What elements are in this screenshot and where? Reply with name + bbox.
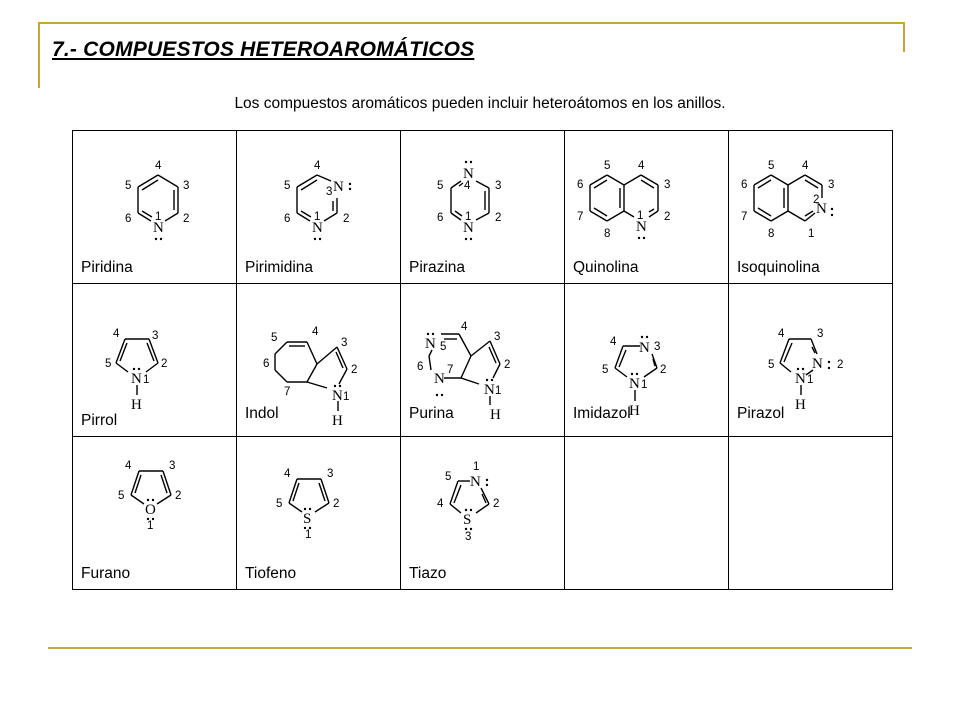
n1-atom: N (795, 371, 806, 387)
pos-label: 5 (445, 471, 452, 483)
pos-label: 4 (461, 321, 468, 333)
pos-label: 3 (465, 531, 472, 543)
pos-label: 2 (664, 211, 671, 223)
pos-label: 2 (183, 213, 190, 225)
pos-label: 4 (802, 160, 809, 172)
pos-label: 5 (125, 180, 132, 192)
pos-label: 5 (284, 180, 291, 192)
pos-label: 4 (284, 468, 291, 480)
pos-label: 1 (314, 211, 321, 223)
compounds-table (72, 130, 893, 590)
pos-label: 6 (263, 358, 270, 370)
cell-isoquinolina (729, 131, 893, 284)
pos-label: 1 (343, 391, 350, 403)
n1-atom: N (153, 220, 164, 236)
pos-label: 2 (493, 498, 500, 510)
pos-label: 5 (768, 160, 775, 172)
pos-label: 5 (604, 160, 611, 172)
pos-label: 2 (495, 212, 502, 224)
compound-name: Tiazo (409, 565, 447, 582)
h-atom: H (131, 397, 142, 413)
h-atom: H (332, 413, 343, 429)
pos-label: 4 (314, 160, 321, 172)
pos-label: 1 (143, 374, 150, 386)
pos-label: 8 (768, 228, 775, 240)
subtitle-text: Los compuestos aromáticos pueden incluir heteroátomos en los anillos. (234, 95, 726, 112)
compound-name: Pirimidina (245, 259, 314, 276)
n2-atom: N (812, 356, 823, 372)
compound-name: Isoquinolina (737, 259, 820, 276)
pos-label: 3 (494, 331, 501, 343)
empty-cell (565, 437, 729, 590)
n9-atom: N (484, 382, 495, 398)
o1-atom: O (145, 502, 156, 518)
pos-label: 4 (778, 328, 785, 340)
pos-label: 5 (105, 358, 112, 370)
pos-label: 7 (284, 386, 291, 398)
pos-label: 2 (351, 364, 358, 376)
s1-atom: S (303, 511, 312, 527)
page-title: 7.- COMPUESTOS HETEROAROMÁTICOS (52, 38, 475, 61)
pos-label: 3 (495, 180, 502, 192)
pos-label: 1 (637, 210, 644, 222)
cell-indol (237, 284, 401, 437)
cell-piridina (73, 131, 237, 284)
n3-atom: N (333, 179, 344, 195)
compound-name: Imidazol (573, 405, 631, 422)
pos-label: 2 (161, 358, 168, 370)
pos-label: 5 (118, 490, 125, 502)
pos-label: 3 (183, 180, 190, 192)
pos-label: 1 (305, 529, 312, 541)
n4-atom: N (463, 166, 474, 182)
pos-label: 1 (147, 520, 154, 532)
pos-label: 3 (341, 337, 348, 349)
pos-label: 1 (807, 374, 814, 386)
compound-name: Indol (245, 405, 279, 422)
pos-label: 1 (473, 461, 480, 473)
n3-atom: N (434, 371, 445, 387)
pos-label: 2 (660, 364, 667, 376)
left-rule (38, 22, 40, 88)
pos-label: 4 (464, 180, 471, 192)
pos-label: 4 (155, 160, 162, 172)
pos-label: 3 (817, 328, 824, 340)
cell-purina (401, 284, 565, 437)
n1-atom: N (312, 220, 323, 236)
right-rule (903, 22, 905, 52)
h-atom: H (490, 407, 501, 423)
pos-label: 7 (741, 211, 748, 223)
pos-label: 3 (326, 186, 333, 198)
s3-atom: S (463, 512, 472, 528)
pos-label: 1 (155, 211, 162, 223)
pos-label: 2 (333, 498, 340, 510)
n1-atom: N (636, 219, 647, 235)
pos-label: 1 (465, 211, 472, 223)
n1-atom: N (425, 336, 436, 352)
compound-name: Pirazina (409, 259, 465, 276)
cell-tiofeno (237, 437, 401, 590)
pos-label: 3 (828, 179, 835, 191)
pos-label: 6 (741, 179, 748, 191)
n1-atom: N (629, 376, 640, 392)
pos-label: 7 (447, 364, 454, 376)
compound-name: Tiofeno (245, 565, 297, 582)
pos-label: 5 (602, 364, 609, 376)
pos-label: 4 (113, 328, 120, 340)
pos-label: 5 (768, 359, 775, 371)
pos-label: 2 (343, 213, 350, 225)
pos-label: 6 (417, 361, 424, 373)
n1-atom: N (463, 220, 474, 236)
compound-name: Furano (81, 565, 131, 582)
h-atom: H (795, 397, 806, 413)
pos-label: 4 (312, 326, 319, 338)
cell-tiazo (401, 437, 565, 590)
pos-label: 5 (276, 498, 283, 510)
pos-label: 5 (440, 341, 447, 353)
cell-pirimidina (237, 131, 401, 284)
pos-label: 4 (638, 160, 645, 172)
pos-label: 3 (654, 341, 661, 353)
compound-name: Purina (409, 405, 454, 422)
pos-label: 7 (577, 211, 584, 223)
pos-label: 4 (437, 498, 444, 510)
pos-label: 2 (175, 490, 182, 502)
pos-label: 6 (437, 212, 444, 224)
compound-name: Pirazol (737, 405, 785, 422)
cell-pirrol (73, 284, 237, 437)
n1-atom: N (131, 371, 142, 387)
cell-imidazol (565, 284, 729, 437)
compound-name: Quinolina (573, 259, 639, 276)
cell-quinolina (565, 131, 729, 284)
top-rule (40, 22, 905, 24)
pos-label: 2 (813, 194, 820, 206)
bottom-rule (48, 647, 912, 649)
pos-label: 8 (604, 228, 611, 240)
pos-label: 3 (152, 330, 159, 342)
n3-atom: N (639, 340, 650, 356)
compound-name: Pirrol (81, 412, 118, 429)
compound-name: Piridina (81, 259, 133, 276)
n1-atom: N (470, 474, 481, 490)
pos-label: 3 (169, 460, 176, 472)
page-subtitle (0, 95, 960, 113)
pos-label: 6 (577, 179, 584, 191)
pos-label: 5 (271, 332, 278, 344)
cell-pirazol (729, 284, 893, 437)
pos-label: 5 (437, 180, 444, 192)
cell-furano (73, 437, 237, 590)
pos-label: 3 (664, 179, 671, 191)
n1-atom: N (332, 388, 343, 404)
pos-label: 2 (837, 359, 844, 371)
pos-label: 1 (808, 228, 815, 240)
pos-label: 4 (125, 460, 132, 472)
pos-label: 1 (641, 379, 648, 391)
pos-label: 1 (495, 385, 502, 397)
h-atom: H (629, 403, 640, 419)
n2-atom: N (816, 201, 827, 217)
pos-label: 2 (504, 359, 511, 371)
pos-label: 6 (125, 213, 132, 225)
pos-label: 6 (284, 213, 291, 225)
cell-pirazina (401, 131, 565, 284)
empty-cell (729, 437, 893, 590)
pos-label: 3 (327, 468, 334, 480)
pos-label: 4 (610, 336, 617, 348)
